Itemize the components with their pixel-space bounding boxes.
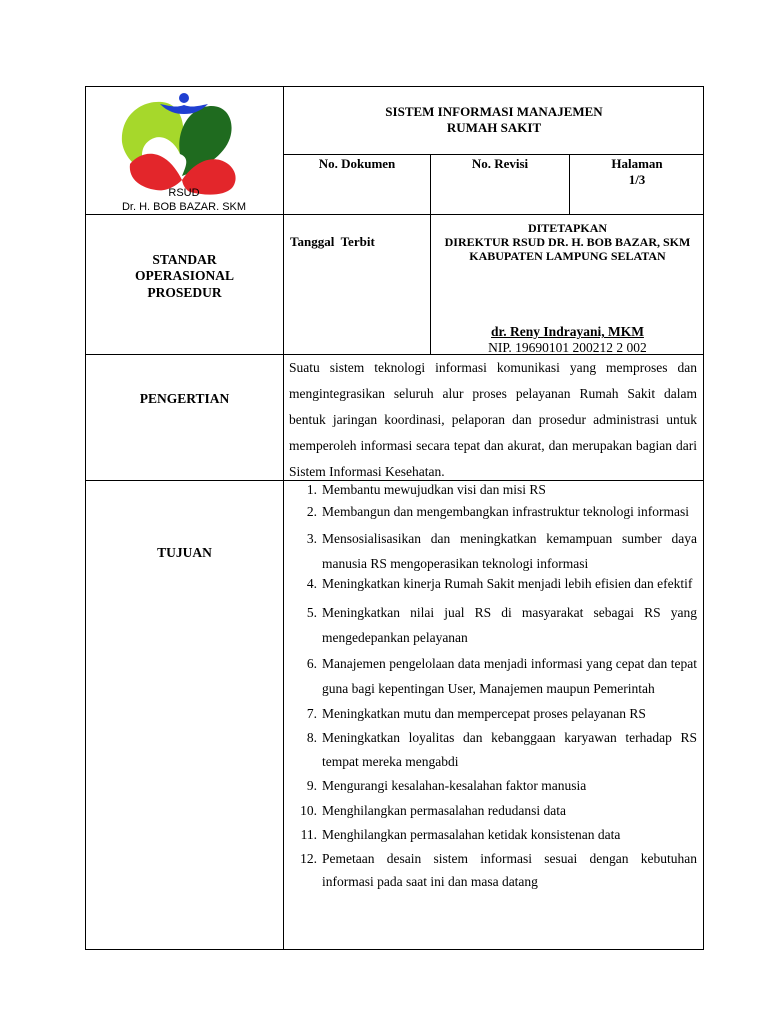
list-item-text: Meningkatkan loyalitas dan kebanggaan karyawan terhadap RS tempat mereka mengabdi	[322, 730, 697, 769]
doc-no-label: No. Dokumen	[318, 156, 396, 171]
list-item-number: 7.	[306, 706, 317, 721]
list-item	[289, 504, 697, 520]
rev-no-label: No. Revisi	[471, 156, 529, 171]
list-item-text: Menghilangkan permasalahan redudansi data	[322, 803, 567, 818]
list-item-number: 12.	[300, 851, 317, 866]
list-item-text: Mengurangi kesalahan-kesalahan faktor manusia	[322, 778, 587, 793]
list-item-text: Menghilangkan permasalahan ketidak konsistenan data	[322, 827, 621, 842]
logo-heart-left	[130, 154, 182, 191]
pengertian-text: Suatu sistem teknologi informasi komunikasi yang memproses dan mengintegrasikan seluruh alur proses pelayanan Rumah Sakit dalam bentuk jaringan koordinasi, pelaporan dan prosedur administrasi untuk memperoleh informasi secara tepat dan akurat, dan merupakan bagian dari Sistem Informasi Kesehatan.	[289, 360, 697, 479]
table-border-top	[85, 86, 704, 87]
list-item-number: 8.	[306, 730, 317, 745]
list-item	[289, 481, 697, 498]
list-item-text: Manajemen pengelolaan data menjadi informasi yang cepat dan tepat guna bagi kepentingan User, Manajemen maupun Pemerintah	[322, 656, 697, 696]
list-item-text: Membantu mewujudkan visi dan misi RS	[322, 482, 546, 497]
signer-name: dr. Reny Indrayani, MKM	[491, 324, 644, 339]
list-item-number: 4.	[306, 576, 317, 591]
list-item-text: Meningkatkan nilai jual RS di masyarakat sebagai RS yang mengedepankan pelayanan	[322, 605, 697, 645]
list-item-number: 10.	[300, 803, 317, 818]
row-divider-title	[283, 154, 704, 155]
hospital-logo	[120, 92, 265, 214]
row-divider-logo	[85, 214, 704, 215]
list-item-number: 5.	[306, 605, 317, 620]
list-item-text: Mensosialisasikan dan meningkatkan kemampuan sumber daya manusia RS mengoperasikan teknologi informasi	[322, 531, 697, 571]
list-item-number: 2.	[306, 504, 317, 519]
signer-nip: NIP. 19690101 200212 2 002	[488, 340, 647, 355]
list-item	[289, 847, 697, 893]
logo-person-head	[179, 93, 189, 103]
pengertian-label: PENGERTIAN	[139, 391, 230, 406]
list-item	[289, 651, 697, 701]
list-item	[289, 774, 697, 798]
page-value: 1/3	[628, 172, 646, 187]
list-item	[289, 823, 697, 847]
tujuan-label: TUJUAN	[157, 545, 212, 560]
header-title-line1: SISTEM INFORMASI MANAJEMEN	[385, 104, 603, 119]
list-item	[289, 526, 697, 576]
table-border-left	[85, 86, 86, 950]
list-item-number: 3.	[306, 531, 317, 546]
list-item-number: 6.	[306, 656, 317, 671]
sop-label-line2: OPERASIONAL	[134, 268, 234, 283]
issue-date-label: Tanggal Terbit	[290, 234, 375, 249]
approval-line2: DIREKTUR RSUD DR. H. BOB BAZAR, SKM	[444, 235, 691, 249]
logo-text-hospital-name: Dr. H. BOB BAZAR. SKM	[121, 201, 247, 213]
list-item-text: Meningkatkan kinerja Rumah Sakit menjadi lebih efisien dan efektif	[322, 576, 693, 591]
list-item-text: Membangun dan mengembangkan infrastruktur teknologi informasi	[322, 504, 690, 519]
approval-line3: KABUPATEN LAMPUNG SELATAN	[469, 249, 666, 263]
list-item-number: 11.	[300, 827, 317, 842]
list-item	[289, 726, 697, 774]
logo-text-rsud: RSUD	[168, 187, 200, 199]
table-border-bottom	[85, 949, 704, 950]
page-label: Halaman	[611, 156, 663, 171]
list-item-number: 1.	[306, 482, 317, 497]
list-item-number: 9.	[306, 778, 317, 793]
list-item	[289, 600, 697, 650]
header-title-line2: RUMAH SAKIT	[446, 120, 542, 135]
tujuan-list	[289, 481, 697, 893]
list-item	[289, 701, 697, 726]
sop-label-line1: STANDAR	[152, 252, 217, 267]
hospital-logo-icon	[120, 92, 265, 214]
list-item	[289, 798, 697, 823]
sop-label-line3: PROSEDUR	[147, 285, 222, 300]
table-border-right	[703, 86, 704, 950]
approval-line1: DITETAPKAN	[527, 221, 608, 235]
list-item-text: Pemetaan desain sistem informasi sesuai dengan kebutuhan informasi pada saat ini dan masa datang	[322, 851, 697, 889]
column-divider	[283, 86, 284, 950]
list-item	[289, 576, 697, 592]
list-item-text: Meningkatkan mutu dan mempercepat proses pelayanan RS	[322, 706, 646, 721]
